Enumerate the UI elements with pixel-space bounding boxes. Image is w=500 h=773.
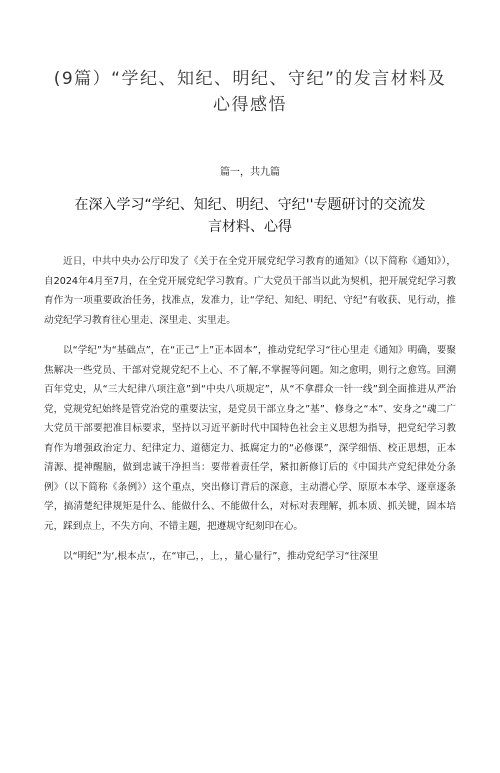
chapter-label: 篇一，共九篇 <box>220 167 280 178</box>
section-title-line2: 言材料、心得 <box>208 219 292 235</box>
document-page <box>0 66 500 773</box>
section-title-line1: 在深入学习“学纪、知纪、明纪、守纪''专题研讨的交流发 <box>74 197 426 213</box>
paragraph-learn-discipline: 以“学纪”为“基础点”，在“正己”上”正本固本”，推动党纪学习“往心里走《通知》明确，要聚焦解决一些党员、干部对党规党纪不上心、不了解,不掌握等问题。知之愈明，则行之愈笃。回溯百年党史，从“三大纪律八项注意”到“中央八项规定”，从“不拿群众一针一线”到全面推进从严治党，党规党纪始终是管党治党的重要法宝，是党员干部立身之”基”、修身之“本”、安身之“魂二广大党员干部要把准目标要求，坚持以习近平新时代中国特色社会主义思想为指导，把党纪学习教育作为增强政治定力、纪律定力、道德定力、抵腐定力的“必修课”，深学细悟、校正思想，正本清源、提神醒脑，做到忠诚干净担当：要带着责任学，紧扣新修订后的《中国共产党纪律处分条例》（以下简称《条例》）这个重点，突出修订背后的深意，主动潜心学、原原本本学、逐章逐条学，搞清楚纪律规矩是什么、能做什么、不能做什么，对标对表理解，抓本质、抓关键，固本培元，踩到点上，不失方向、不错主题，把遵规守纪刻印在心。 <box>44 345 456 532</box>
document-title-line1: (9篇）“学纪、知纪、明纪、守纪”的发言材料及 <box>53 69 447 89</box>
section-title <box>44 194 456 238</box>
document-title-line2: 心得感悟 <box>213 95 287 115</box>
document-title <box>44 66 456 118</box>
paragraph-understand-discipline: 以“明纪”为‘,根本点’,，在“审己，，上，，量心量行”，推动党纪学习“往深里 <box>63 551 379 562</box>
paragraph-intro: 近日，中共中央办公厅印发了《关于在全党开展党纪学习教育的通知》（以下简称《通知》），自2024年4月至7月，在全党开展党纪学习教育。广大党员干部当以此为契机，把开展党纪学习教育作为一项重要政治任务，找准点，发准力，让“学纪、知纪、明纪、守纪”有收获、见行动，推动党纪学习教育往心里走、深里走、实里走。 <box>44 256 456 326</box>
